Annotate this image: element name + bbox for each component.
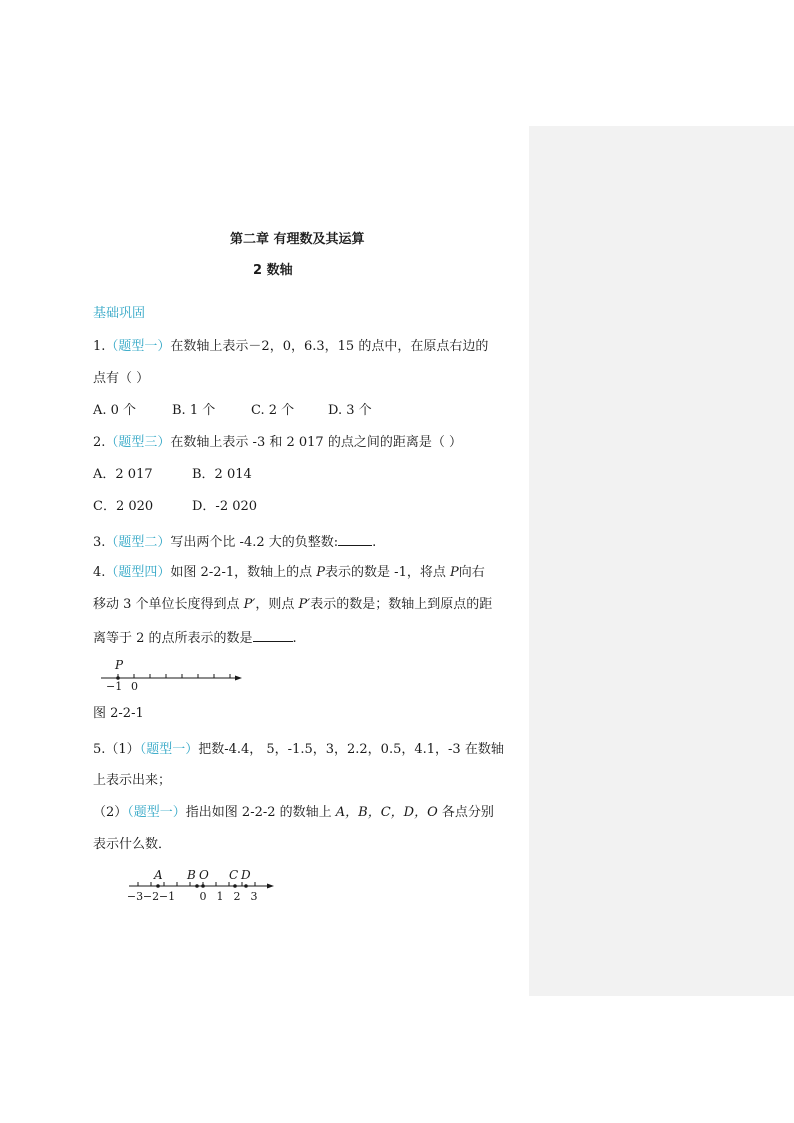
q1-line1	[93, 339, 488, 355]
q1-option-a: A. 0 个	[93, 403, 137, 418]
point-o-dot	[201, 884, 205, 888]
figure-caption-2-2-1: 图 2-2-1	[93, 706, 144, 721]
point-a-dot	[156, 884, 160, 888]
q2-option-d: D．-2 020	[192, 499, 258, 514]
figure-2-2-2-number-line	[125, 865, 285, 905]
tick-label-neg2: −2	[142, 890, 160, 903]
point-p-label: P	[115, 658, 124, 672]
q4-line1	[93, 565, 485, 581]
tick-label-3: 3	[250, 890, 258, 903]
q5-part2-line1	[93, 805, 494, 821]
point-d-dot	[244, 884, 248, 888]
q1-option-b: B. 1 个	[172, 403, 216, 418]
q4-line2	[93, 597, 492, 613]
q1-option-d: D. 3 个	[328, 403, 372, 418]
q4-point-p-prime: P′	[243, 597, 256, 612]
q4-point-p-prime2: P′	[298, 597, 311, 612]
q5-part2-text-a: 指出如图 2-2-2 的数轴上	[185, 805, 336, 820]
q5-part2-points: A，B，C，D，O	[335, 805, 438, 820]
comment-pane	[529, 126, 794, 996]
q1-number: 1.	[93, 339, 106, 354]
tick-label-0: 0	[199, 890, 207, 903]
q2-option-b: B．2 014	[192, 467, 252, 482]
point-b-label: B	[187, 868, 196, 882]
q4-line2-c: 表示的数是；数轴上到原点的距	[310, 597, 493, 612]
q5-part2-number: （2）	[93, 805, 128, 820]
q5-part2-text-b: 各点分别	[437, 805, 494, 820]
q5-part1-line1	[93, 742, 504, 758]
q4-point-p: P	[316, 565, 326, 580]
q3-line	[93, 533, 376, 551]
q4-line3-text: 离等于 2 的点所表示的数是	[93, 631, 253, 646]
q2-option-a: A．2 017	[93, 467, 153, 482]
q2-options-row2	[93, 499, 257, 515]
q3-end: .	[372, 535, 377, 550]
section-title: 2 数轴	[253, 263, 293, 278]
q4-end: .	[292, 631, 297, 646]
q5-part1-line2: 上表示出来；	[93, 773, 172, 788]
q4-number: 4.	[93, 565, 106, 580]
q1-options	[93, 403, 372, 419]
q4-point-p2: P	[449, 565, 459, 580]
q3-tag: （题型二）	[105, 535, 171, 550]
q5-part2-tag: （题型一）	[127, 805, 186, 820]
tick-label-1: 1	[216, 890, 224, 903]
chapter-title: 第二章 有理数及其运算	[230, 232, 365, 247]
tick-label-neg1: −1	[158, 890, 176, 903]
q1-tag: （题型一）	[105, 339, 171, 354]
point-c-label: C	[229, 868, 239, 882]
q2-text: 在数轴上表示 -3 和 2 017 的点之间的距离是（ ）	[170, 435, 462, 450]
q4-text-a: 如图 2-2-1，数轴上的点	[170, 565, 317, 580]
q1-text: 在数轴上表示－2，0，6.3，15 的点中，在原点右边的	[170, 339, 489, 354]
tick-label-neg3: −3	[126, 890, 144, 903]
q2-tag: （题型三）	[105, 435, 171, 450]
q4-answer-blank	[253, 629, 293, 642]
q1-line2: 点有（ ）	[93, 371, 150, 386]
q2-options-row1	[93, 467, 252, 483]
point-d-label: D	[241, 868, 251, 882]
q4-tag: （题型四）	[105, 565, 171, 580]
axis-arrow	[235, 676, 242, 681]
tick-label-2: 2	[233, 890, 241, 903]
q3-number: 3.	[93, 535, 106, 550]
axis-ticks	[118, 674, 230, 678]
point-a-label: A	[154, 868, 163, 882]
q4-text-c: 向右	[458, 565, 485, 580]
q3-answer-blank	[338, 533, 372, 546]
tick-label-neg1: −1	[106, 680, 123, 693]
q1-option-c: C. 2 个	[251, 403, 295, 418]
figure-2-2-1-number-line	[93, 656, 253, 692]
q2-option-c: C．2 020	[93, 499, 154, 514]
q2-line1	[93, 435, 462, 451]
section-label: 基础巩固	[93, 306, 146, 321]
point-b-dot	[195, 884, 199, 888]
q4-line2-a: 移动 3 个单位长度得到点	[93, 597, 244, 612]
point-c-dot	[233, 884, 237, 888]
q4-line2-b: ，则点	[255, 597, 299, 612]
axis-arrow	[267, 884, 274, 889]
tick-label-0: 0	[131, 680, 138, 693]
q2-number: 2.	[93, 435, 106, 450]
q5-part1-number: （1）	[105, 742, 140, 757]
q4-line3	[93, 629, 297, 647]
point-o-label: O	[199, 868, 209, 882]
q4-text-b: 表示的数是 -1，将点	[325, 565, 450, 580]
q3-text: 写出两个比 -4.2 大的负整数:	[170, 535, 339, 550]
q5-part1-text: 把数-4.4， 5，-1.5，3，2.2，0.5，4.1，-3 在数轴	[198, 742, 504, 757]
q5-number: 5.	[93, 742, 106, 757]
q5-part2-line2: 表示什么数．	[93, 837, 172, 852]
q5-part1-tag: （题型一）	[139, 742, 199, 757]
